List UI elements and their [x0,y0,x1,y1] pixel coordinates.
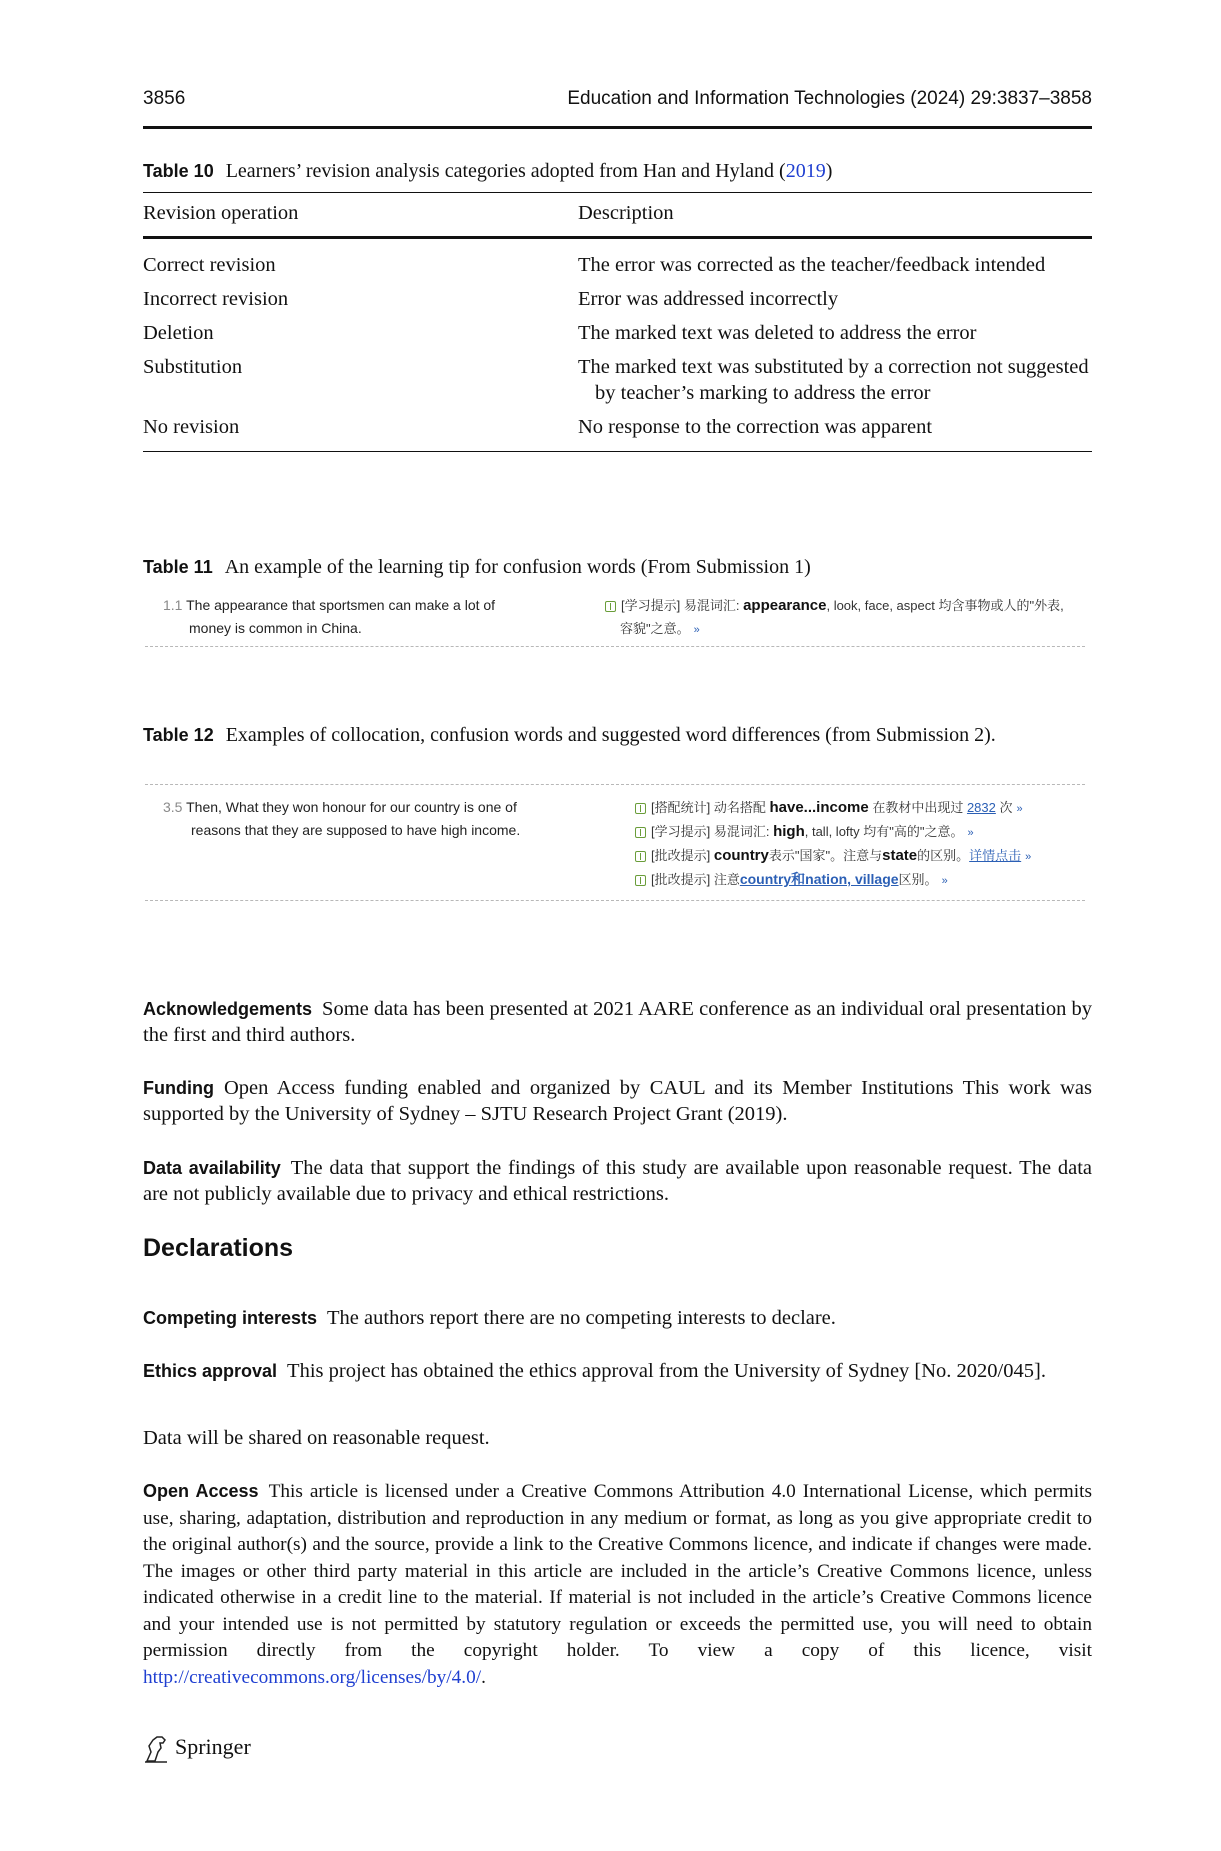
table10-row-description: The marked text was substituted by a correction not suggested by teacher’s marking to address the error [578,356,1089,404]
table10-row-description: The marked text was deleted to address the error [578,322,977,344]
table10-caption-text: Learners’ revision analysis categories adopted from Han and Hyland ( [225,160,786,182]
ethics-approval-text: This project has obtained the ethics approval from the University of Sydney [No. 2020/045]. [287,1360,1046,1382]
table11-sentence [163,594,495,640]
funding-paragraph [143,1075,1092,1127]
funding-text: Open Access funding enabled and organized by CAUL and its Member Institutions This work was supported by the University of Sydney – SJTU Research Project Grant (2019). [143,1077,1092,1125]
table11-caption-text: An example of the learning tip for confusion words (From Submission 1) [224,556,811,578]
dashed-divider [145,646,1085,647]
table11-label: Table 11 [143,557,213,577]
tip-word-link[interactable]: country和nation, village [739,871,899,887]
tip-prefix: [搭配统计] 动名搭配 [651,800,766,815]
open-access-end: . [481,1666,486,1688]
running-header [143,88,1092,116]
table10-citation-link[interactable]: 2019 [785,160,826,182]
table12-caption-text: Examples of collocation, confusion words and suggested word differences (from Submission 2). [225,724,996,746]
table12-label: Table 12 [143,725,214,745]
table12-screenshot [145,784,1085,904]
table12-tip [635,868,948,893]
sentence-line: reasons that they are supposed to have high income. [191,822,521,838]
expand-chevron-icon[interactable]: » [693,624,700,636]
publisher-name: Springer [175,1734,251,1760]
expand-chevron-icon[interactable]: » [941,875,948,887]
data-shared-paragraph: Data will be shared on reasonable request. [143,1427,490,1449]
table10-row-operation: No revision [143,416,240,438]
table11-caption [143,556,811,579]
table12-caption [143,724,996,747]
table10-row-description: The error was corrected as the teacher/feedback intended [578,254,1046,276]
tip-details-link[interactable]: 详情点击 [969,848,1022,863]
competing-interests-label: Competing interests [143,1308,318,1328]
book-icon [635,851,646,862]
springer-horse-icon [143,1734,169,1764]
table11-tip [605,594,1064,617]
table10-row-operation: Substitution [143,356,243,378]
expand-chevron-icon[interactable]: » [967,827,974,839]
data-availability-paragraph [143,1155,1092,1207]
table12-tip [635,844,1031,869]
sentence-line: money is common in China. [189,620,362,636]
acknowledgements-paragraph [143,996,1092,1048]
tip-keyword: country [713,847,769,864]
tip-prefix: [批改提示] 注意 [651,872,740,887]
acknowledgements-label: Acknowledgements [143,999,313,1019]
tip-text: 表示"国家"。注意与 [768,848,883,863]
table10-caption-end: ) [825,160,833,182]
tip-text: 次 [999,800,1013,815]
table10-row-operation: Incorrect revision [143,288,289,310]
data-availability-label: Data availability [143,1158,281,1178]
table10-label: Table 10 [143,161,214,181]
tip-text: , look, face, aspect 均含事物或人的"外表, [826,598,1064,613]
page-number: 3856 [143,88,186,109]
dashed-divider [145,784,1085,785]
book-icon [635,827,646,838]
sentence-line: Then, What they won honour for our country is one of [186,799,517,815]
tip-keyword: appearance [743,597,827,614]
table10-header-description: Description [578,202,674,224]
acknowledgements-text: Some data has been presented at 2021 AARE conference as an individual oral presentation by the first and third authors. [143,998,1092,1046]
competing-interests-text: The authors report there are no competing interests to declare. [327,1307,836,1329]
open-access-paragraph [143,1478,1092,1691]
tip-keyword: state [882,847,918,864]
open-access-label: Open Access [143,1481,259,1501]
table10-row-operation: Correct revision [143,254,276,276]
tip-text: , tall, lofty 均有"高的"之意。 [804,824,964,839]
license-link[interactable]: http://creativecommons.org/licenses/by/4.0/ [143,1666,482,1688]
sentence-line: The appearance that sportsmen can make a lot of [186,597,496,613]
tip-text: 容貌"之意。 [620,621,690,636]
book-icon [635,803,646,814]
book-icon [635,875,646,886]
table11-tip-line2 [620,617,700,642]
ethics-approval-label: Ethics approval [143,1361,278,1381]
sentence-number: 1.1 [163,597,183,613]
funding-label: Funding [143,1078,214,1098]
tip-keyword: have...income [769,799,869,816]
open-access-text: This article is licensed under a Creative Commons Attribution 4.0 International License, which permits use, sharing, adaptation, distribution and reproduction in any medium or format, as long as you give appropriate credit to the original author(s) and the source, provide a link to the Creative Commons licence, and indicate if changes were made. The images or other third party material in this article are included in the article’s Creative Commons licence, unless indicated otherwise in a credit line to the material. If material is not included in the article’s Creative Commons licence and your intended use is not permitted by statutory regulation or exceeds the permitted use, you will need to obtain permission directly from the copyright holder. To view a copy of this licence, visit [143,1481,1093,1661]
expand-chevron-icon[interactable]: » [1025,851,1032,863]
tip-prefix: [学习提示] 易混词汇: [621,598,740,613]
tip-prefix: [批改提示] [651,848,711,863]
table12-sentence [163,796,520,842]
tip-text: 的区别。 [917,848,970,863]
table10-row-operation: Deletion [143,322,214,344]
declarations-heading: Declarations [143,1234,294,1262]
data-availability-text: The data that support the findings of this study are available upon reasonable request. The data are not publicly available due to privacy and ethical restrictions. [143,1157,1092,1205]
tip-text: 在教材中出现过 [872,800,964,815]
table12-tip [635,820,974,845]
tip-count-link[interactable]: 2832 [966,800,996,815]
table10-row-description: No response to the correction was apparent [578,416,933,438]
table10-top-rule [143,192,1092,193]
sentence-number: 3.5 [163,799,183,815]
dashed-divider [145,900,1085,901]
table10-caption [143,160,832,183]
tip-prefix: [学习提示] 易混词汇: [651,824,770,839]
tip-text: 区别。 [898,872,938,887]
ethics-approval-paragraph [143,1358,1092,1384]
table10-header-rule [143,236,1092,239]
table10-bottom-rule [143,451,1092,452]
table10-header-operation: Revision operation [143,202,299,224]
table11-screenshot [145,592,1085,652]
table12-tip [635,796,1023,821]
table10-row-description: Error was addressed incorrectly [578,288,839,310]
expand-chevron-icon[interactable]: » [1016,803,1023,815]
journal-citation: Education and Information Technologies (2024) 29:3837–3858 [567,88,1092,109]
book-icon [605,601,616,612]
publisher-footer [143,1734,251,1764]
header-rule [143,126,1092,129]
tip-keyword: high [773,823,805,840]
competing-interests-paragraph [143,1305,1092,1331]
